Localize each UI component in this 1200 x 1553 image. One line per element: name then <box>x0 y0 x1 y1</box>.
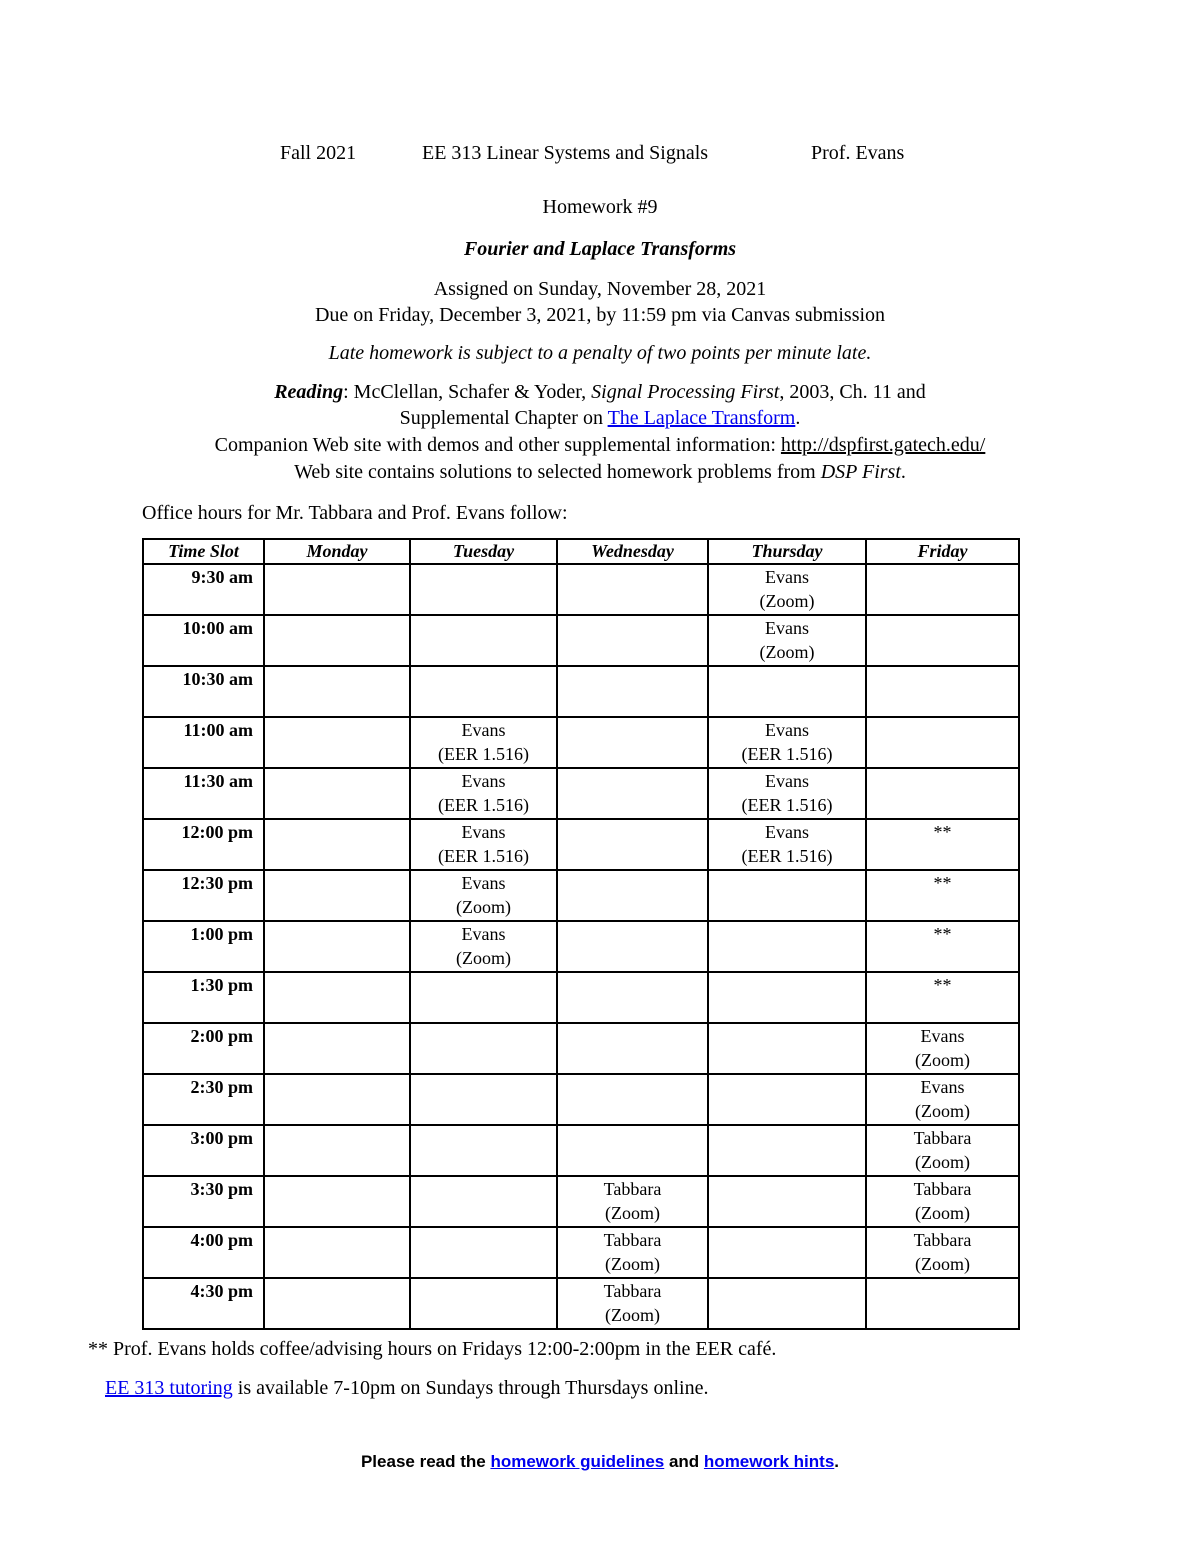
schedule-cell <box>557 921 708 972</box>
cell-host: Evans <box>920 1077 965 1097</box>
schedule-cell <box>866 717 1019 768</box>
schedule-cell <box>866 1176 1019 1227</box>
cell-location: (EER 1.516) <box>438 795 529 815</box>
schedule-cell <box>264 819 410 870</box>
homework-hints-link[interactable]: homework hints <box>703 1452 835 1471</box>
schedule-cell <box>708 717 866 768</box>
tutoring-text: is available 7-10pm on Sundays through Thursdays online. <box>232 1377 709 1399</box>
office-hours-table <box>142 538 1020 1330</box>
cell-host: Evans <box>461 720 506 740</box>
table-row <box>143 921 1019 972</box>
time-slot-cell: 2:30 pm <box>143 1074 264 1125</box>
cell-host: Tabbara <box>913 1128 972 1148</box>
schedule-cell <box>557 819 708 870</box>
time-slot-cell: 1:00 pm <box>143 921 264 972</box>
cell-location: (Zoom) <box>456 948 511 968</box>
schedule-cell <box>410 921 557 972</box>
course-name: EE 313 Linear Systems and Signals <box>422 142 709 164</box>
schedule-cell <box>557 1023 708 1074</box>
schedule-cell <box>410 615 557 666</box>
table-row <box>143 870 1019 921</box>
footnote: ** Prof. Evans holds coffee/advising hours on Fridays 12:00-2:00pm in the EER café. <box>88 1338 777 1360</box>
cell-location: (EER 1.516) <box>741 795 833 815</box>
schedule-cell <box>708 870 866 921</box>
time-slot-cell: 1:30 pm <box>143 972 264 1023</box>
schedule-cell <box>708 1125 866 1176</box>
cell-host: Tabbara <box>913 1230 972 1250</box>
schedule-cell <box>264 1125 410 1176</box>
table-row <box>143 768 1019 819</box>
cell-host: ** <box>933 873 952 893</box>
time-slot-cell: 3:00 pm <box>143 1125 264 1176</box>
time-slot-cell: 12:30 pm <box>143 870 264 921</box>
schedule-cell <box>557 717 708 768</box>
tutoring-line <box>105 1377 708 1400</box>
cell-location: (Zoom) <box>915 1254 970 1274</box>
table-row <box>143 972 1019 1023</box>
schedule-cell <box>410 1227 557 1278</box>
schedule-cell <box>264 1023 410 1074</box>
table-row <box>143 564 1019 615</box>
schedule-cell <box>410 1176 557 1227</box>
schedule-cell <box>264 717 410 768</box>
time-slot-cell: 4:00 pm <box>143 1227 264 1278</box>
cell-location: (Zoom) <box>759 591 815 611</box>
column-header: Time Slot <box>143 539 264 564</box>
schedule-cell <box>557 768 708 819</box>
time-slot-cell: 11:00 am <box>143 717 264 768</box>
homework-number: Homework #9 <box>542 196 658 218</box>
schedule-cell <box>866 1125 1019 1176</box>
schedule-cell <box>866 1278 1019 1329</box>
cell-host: Evans <box>461 822 506 842</box>
reading-book: Signal Processing First <box>591 381 780 403</box>
cell-host: Tabbara <box>603 1281 662 1301</box>
footer-prefix: Please read the <box>360 1452 491 1471</box>
cell-location: (Zoom) <box>915 1050 970 1070</box>
schedule-cell <box>557 615 708 666</box>
cell-host: ** <box>933 924 952 944</box>
schedule-cell <box>264 615 410 666</box>
schedule-cell <box>866 615 1019 666</box>
column-header: Tuesday <box>410 539 557 564</box>
table-row <box>143 666 1019 717</box>
table-row <box>143 1176 1019 1227</box>
cell-host: Evans <box>461 771 506 791</box>
late-policy: Late homework is subject to a penalty of two points per minute late. <box>328 342 872 364</box>
schedule-cell <box>557 1125 708 1176</box>
cell-location: (Zoom) <box>456 897 511 917</box>
cell-location: (EER 1.516) <box>438 744 529 764</box>
table-row <box>143 1278 1019 1329</box>
schedule-cell <box>866 1023 1019 1074</box>
column-header: Thursday <box>708 539 866 564</box>
column-header: Monday <box>264 539 410 564</box>
footer-suffix: . <box>834 1452 840 1471</box>
cell-host: Tabbara <box>603 1230 662 1250</box>
cell-host: Evans <box>765 822 809 842</box>
companion-line <box>0 434 1200 457</box>
schedule-cell <box>557 870 708 921</box>
homework-guidelines-link[interactable]: homework guidelines <box>490 1452 665 1471</box>
table-row <box>143 717 1019 768</box>
companion-site-link[interactable]: http://dspfirst.gatech.edu/ <box>780 434 986 456</box>
cell-host: Tabbara <box>913 1179 972 1199</box>
schedule-cell <box>866 819 1019 870</box>
due-date: Due on Friday, December 3, 2021, by 11:59 pm via Canvas submission <box>314 304 886 326</box>
schedule-cell <box>410 870 557 921</box>
schedule-cell <box>557 1227 708 1278</box>
table-row <box>143 1227 1019 1278</box>
assigned-date: Assigned on Sunday, November 28, 2021 <box>433 278 767 300</box>
schedule-cell <box>410 819 557 870</box>
cell-location: (Zoom) <box>605 1203 660 1223</box>
reading-chapter: , 2003, Ch. 11 and <box>779 381 926 403</box>
cell-location: (Zoom) <box>759 642 815 662</box>
solutions-book: DSP First <box>820 461 901 483</box>
column-header: Friday <box>866 539 1019 564</box>
schedule-cell <box>557 1278 708 1329</box>
time-slot-cell: 4:30 pm <box>143 1278 264 1329</box>
schedule-cell <box>264 1074 410 1125</box>
schedule-cell <box>708 1074 866 1125</box>
table-row <box>143 615 1019 666</box>
schedule-cell <box>264 972 410 1023</box>
schedule-cell <box>866 1074 1019 1125</box>
schedule-cell <box>557 972 708 1023</box>
schedule-cell <box>264 1278 410 1329</box>
cell-location: (Zoom) <box>915 1203 970 1223</box>
time-slot-cell: 10:00 am <box>143 615 264 666</box>
supplemental-suffix: . <box>795 407 801 429</box>
cell-location: (EER 1.516) <box>741 846 833 866</box>
schedule-cell <box>410 1074 557 1125</box>
cell-location: (EER 1.516) <box>438 846 529 866</box>
office-hours-intro: Office hours for Mr. Tabbara and Prof. Evans follow: <box>142 502 568 524</box>
time-slot-cell: 3:30 pm <box>143 1176 264 1227</box>
footer-middle: and <box>664 1452 704 1471</box>
time-slot-cell: 2:00 pm <box>143 1023 264 1074</box>
time-slot-cell: 9:30 am <box>143 564 264 615</box>
schedule-cell <box>866 1227 1019 1278</box>
cell-host: ** <box>933 822 952 842</box>
schedule-cell <box>410 1125 557 1176</box>
cell-host: Evans <box>461 873 506 893</box>
cell-host: Evans <box>765 618 809 638</box>
cell-location: (Zoom) <box>915 1101 970 1121</box>
schedule-cell <box>708 615 866 666</box>
schedule-cell <box>264 870 410 921</box>
schedule-cell <box>557 564 708 615</box>
schedule-cell <box>264 768 410 819</box>
schedule-cell <box>410 666 557 717</box>
instructor: Prof. Evans <box>811 142 905 164</box>
schedule-cell <box>708 768 866 819</box>
schedule-cell <box>866 564 1019 615</box>
cell-host: Evans <box>461 924 506 944</box>
schedule-cell <box>708 666 866 717</box>
schedule-cell <box>410 717 557 768</box>
schedule-cell <box>708 921 866 972</box>
cell-host: Tabbara <box>603 1179 662 1199</box>
reading-authors: : McClellan, Schafer & Yoder, <box>343 381 592 403</box>
schedule-cell <box>866 972 1019 1023</box>
homework-title: Fourier and Laplace Transforms <box>463 238 737 260</box>
supplemental-prefix: Supplemental Chapter on <box>399 407 608 429</box>
schedule-cell <box>708 564 866 615</box>
schedule-cell <box>866 870 1019 921</box>
solutions-prefix: Web site contains solutions to selected homework problems from <box>294 461 821 483</box>
schedule-cell <box>410 972 557 1023</box>
cell-location: (Zoom) <box>605 1254 660 1274</box>
schedule-cell <box>264 921 410 972</box>
laplace-transform-link[interactable]: The Laplace Transform <box>607 407 796 429</box>
schedule-cell <box>708 1176 866 1227</box>
schedule-cell <box>264 1227 410 1278</box>
time-slot-cell: 10:30 am <box>143 666 264 717</box>
schedule-cell <box>557 666 708 717</box>
term: Fall 2021 <box>280 142 357 164</box>
schedule-cell <box>264 1176 410 1227</box>
reading-label: Reading <box>274 381 344 403</box>
schedule-cell <box>410 768 557 819</box>
tutoring-link[interactable]: EE 313 tutoring <box>105 1377 233 1399</box>
table-row <box>143 1125 1019 1176</box>
schedule-cell <box>708 972 866 1023</box>
cell-host: Evans <box>765 567 809 587</box>
solutions-suffix: . <box>900 461 906 483</box>
schedule-cell <box>410 564 557 615</box>
cell-location: (Zoom) <box>915 1152 970 1172</box>
cell-host: ** <box>933 975 952 995</box>
time-slot-cell: 11:30 am <box>143 768 264 819</box>
table-row <box>143 819 1019 870</box>
reading-line <box>0 381 1200 404</box>
column-header: Wednesday <box>557 539 708 564</box>
supplemental-line <box>0 407 1200 430</box>
footer-note <box>0 1452 1200 1472</box>
schedule-cell <box>708 819 866 870</box>
table-header-row <box>143 539 1019 564</box>
schedule-cell <box>866 921 1019 972</box>
cell-host: Evans <box>765 771 809 791</box>
schedule-cell <box>557 1074 708 1125</box>
schedule-cell <box>264 666 410 717</box>
cell-location: (EER 1.516) <box>741 744 833 764</box>
schedule-cell <box>264 564 410 615</box>
cell-location: (Zoom) <box>605 1305 660 1325</box>
schedule-cell <box>410 1023 557 1074</box>
schedule-cell <box>708 1023 866 1074</box>
schedule-cell <box>708 1278 866 1329</box>
cell-host: Evans <box>765 720 809 740</box>
schedule-cell <box>557 1176 708 1227</box>
companion-prefix: Companion Web site with demos and other supplemental information: <box>214 434 781 456</box>
schedule-cell <box>410 1278 557 1329</box>
schedule-cell <box>866 768 1019 819</box>
schedule-cell <box>708 1227 866 1278</box>
schedule-cell <box>866 666 1019 717</box>
solutions-line <box>0 461 1200 484</box>
time-slot-cell: 12:00 pm <box>143 819 264 870</box>
cell-host: Evans <box>920 1026 965 1046</box>
table-row <box>143 1074 1019 1125</box>
table-row <box>143 1023 1019 1074</box>
